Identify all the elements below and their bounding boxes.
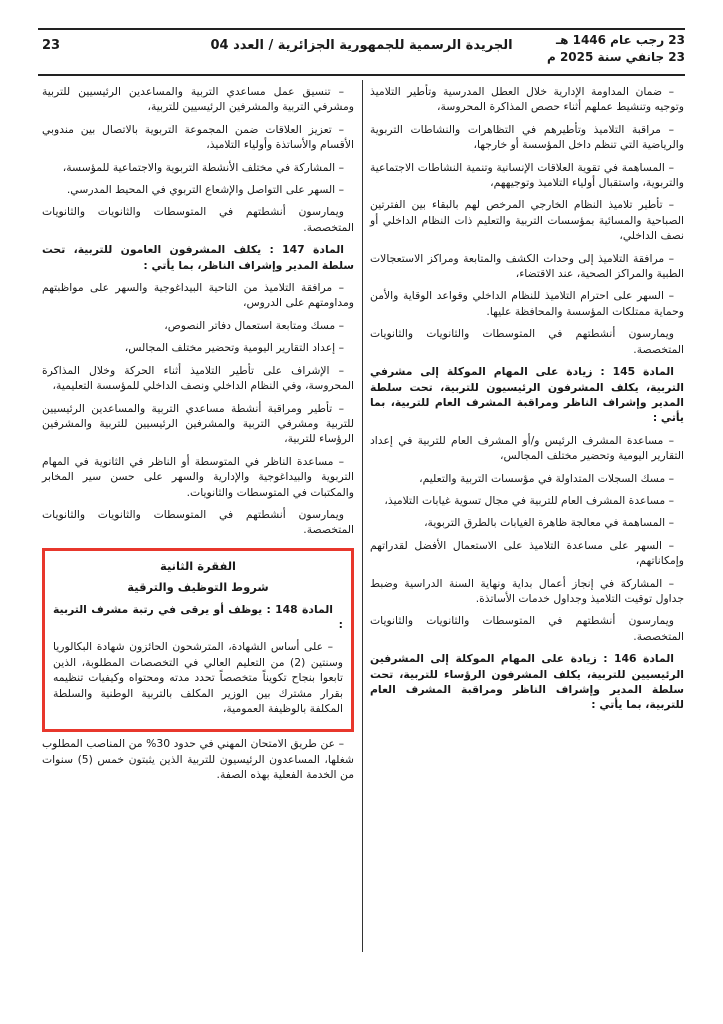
paragraph: – المساهمة في تقوية العلاقات الإنسانية وتنمية النشاطات الاجتماعية والتربوية، واستقبال أولياء التلاميذ وتوجيههم،	[370, 160, 684, 190]
paragraph: – عن طريق الامتحان المهني في حدود 30% من المناصب المطلوب شغلها، المساعدون الرئيسيون للتربية الذين يثبتون خمس (5) سنوات من الخدمة الفعلية بهذه الصفة.	[42, 737, 354, 782]
right-column	[370, 84, 684, 720]
date-gregorian: 23 جانفي سنة 2025 م	[546, 50, 685, 64]
paragraph: – مراقبة التلاميذ وتأطيرهم في التظاهرات والنشاطات التربوية والرياضية التي تنظم داخل المؤسسة أو خارجها،	[370, 122, 684, 152]
paragraph: – تأطير تلاميذ النظام الخارجي المرخص لهم بالبقاء بين الفترتين الصباحية والمسائية بمؤسسات التربية والتعليم ذات النظام الداخلي أو نصف الداخلي،	[370, 198, 684, 243]
article-147: المادة 147 : يكلف المشرفون العامون للتربية، تحت سلطة المدير وإشراف الناظر، بما يأتي :	[42, 243, 354, 272]
paragraph: – مساعدة المشرف العام للتربية في مجال تسوية غيابات التلاميذ،	[384, 493, 674, 507]
paragraph: – السهر على احترام التلاميذ للنظام الداخلي وقواعد الوقاية والأمن وحماية ممتلكات المؤسسة والمحافظة عليها.	[370, 289, 684, 318]
highlight-box	[42, 548, 354, 733]
paragraph: ويمارسون أنشطتهم في المتوسطات والثانويات والثانويات المتخصصة.	[370, 614, 684, 643]
paragraph: – مساعدة الناظر في المتوسطة أو الناظر في الثانوية في المهام التربوية والبيداغوجية والإدارية والسهر على حسن سير المخابر والمكتبات في المتوسطات والثانويات.	[42, 454, 354, 499]
page-header	[38, 28, 685, 76]
paragraph: – تعزيز العلاقات ضمن المجموعة التربوية بالاتصال بين مندوبي الأقسام والأساتذة وأولياء التلاميذ،	[42, 122, 354, 152]
article-146: المادة 146 : زيادة على المهام الموكلة إلى المشرفين الرئيسيين للتربية، يكلف المشرفون الرؤساء للتربية، تحت سلطة المدير وإشراف الناظر ومراقبة المشرف العام للتربية، بما يأتي :	[370, 652, 684, 712]
paragraph: – مرافقة التلاميذ من الناحية البيداغوجية والسهر على مواظبتهم ومداومتهم على الدروس،	[42, 281, 354, 310]
paragraph: – تأطير ومراقبة أنشطة مساعدي التربية والمساعدين الرئيسيين للتربية ومشرفي التربية والمشرفين الرئيسيين للتربية والمشرفين الرؤساء للتربية،	[42, 401, 354, 446]
article-145: المادة 145 : زيادة على المهام الموكلة إلى مشرفي التربية، يكلف المشرفون الرئيسيون للتربية، تحت سلطة المدير وإشراف الناظر ومراقبة المشرف العام للتربية، بما يأتي :	[370, 365, 684, 425]
paragraph: – السهر على مساعدة التلاميذ على الاستعمال الأفضل لقدراتهم وإمكاناتهم،	[370, 538, 684, 568]
column-divider	[362, 80, 363, 952]
paragraph: – الإشراف على تأطير التلاميذ أثناء الحركة وخلال المذاكرة المحروسة، وفي النظام الداخلي ونصف الداخلي للمؤسسة التعليمية،	[42, 363, 354, 393]
paragraph: – مسك السجلات المتداولة في مؤسسات التربية والتعليم،	[419, 471, 674, 485]
left-column	[42, 84, 354, 790]
article-148: المادة 148 : يوظف أو يرقى في رتبة مشرف التربية :	[53, 602, 343, 631]
paragraph: – مساعدة المشرف الرئيس و/أو المشرف العام للتربية في إعداد التقارير اليومية وتحضير مختلف المجالس،	[370, 433, 684, 463]
paragraph: – مرافقة التلاميذ إلى وحدات الكشف والمتابعة ومراكز الاستعجالات الطبية والمراكز الصحية، عند الاقتضاء،	[370, 251, 684, 281]
paragraph: – المشاركة في مختلف الأنشطة التربوية والاجتماعية للمؤسسة،	[62, 160, 344, 174]
paragraph: ويمارسون أنشطتهم في المتوسطات والثانويات والثانويات المتخصصة.	[370, 327, 684, 356]
paragraph: – مسك ومتابعة استعمال دفاتر النصوص،	[164, 318, 344, 332]
page-number: 23	[42, 38, 61, 53]
section-heading: الفقرة الثانية	[159, 558, 237, 573]
paragraph: ويمارسون أنشطتهم في المتوسطات والثانويات والثانويات المتخصصة.	[42, 205, 354, 234]
paragraph: – المساهمة في معالجة ظاهرة الغيابات بالطرق التربوية،	[424, 516, 674, 530]
paragraph: – السهر على التواصل والإشعاع التربوي في المحيط المدرسي.	[66, 183, 344, 197]
paragraph: – ضمان المداومة الإدارية خلال العطل المدرسية وتأطير التلاميذ وتوجيه وتنشيط عملهم أثناء حصص المذاكرة المحروسة،	[370, 85, 684, 114]
journal-title: الجريدة الرسمية للجمهورية الجزائرية / العدد 04	[210, 38, 513, 53]
paragraph: – تنسيق عمل مساعدي التربية والمساعدين الرئيسيين للتربية ومشرفي التربية والمشرفين الرئيسيين للتربية،	[42, 85, 354, 114]
section-subheading: شروط التوظيف والترقية	[127, 580, 269, 595]
date-hijri: 23 رجب عام 1446 هـ	[555, 33, 685, 47]
paragraph: – إعداد التقارير اليومية وتحضير مختلف المجالس،	[124, 341, 344, 355]
paragraph: ويمارسون أنشطتهم في المتوسطات والثانويات والثانويات المتخصصة.	[42, 507, 354, 537]
paragraph: – المشاركة في إنجاز أعمال بداية ونهاية السنة الدراسية وضبط جداول توقيت التلاميذ وجداول خدمات الأساتذة.	[370, 576, 684, 605]
paragraph: – على أساس الشهادة، المترشحون الحائزون شهادة البكالوريا وسنتين (2) من التعليم العالي في التخصصات المطلوبة، الذين تابعوا بنجاح تكويناً متخصصاً تحدد مدته ومحتواه وكيفيات تنظيمه بقرار مشترك بين الوزير المكلف بالتربية الوطنية والسلطة المكلفة بالوظيفة العمومية،	[53, 640, 343, 715]
